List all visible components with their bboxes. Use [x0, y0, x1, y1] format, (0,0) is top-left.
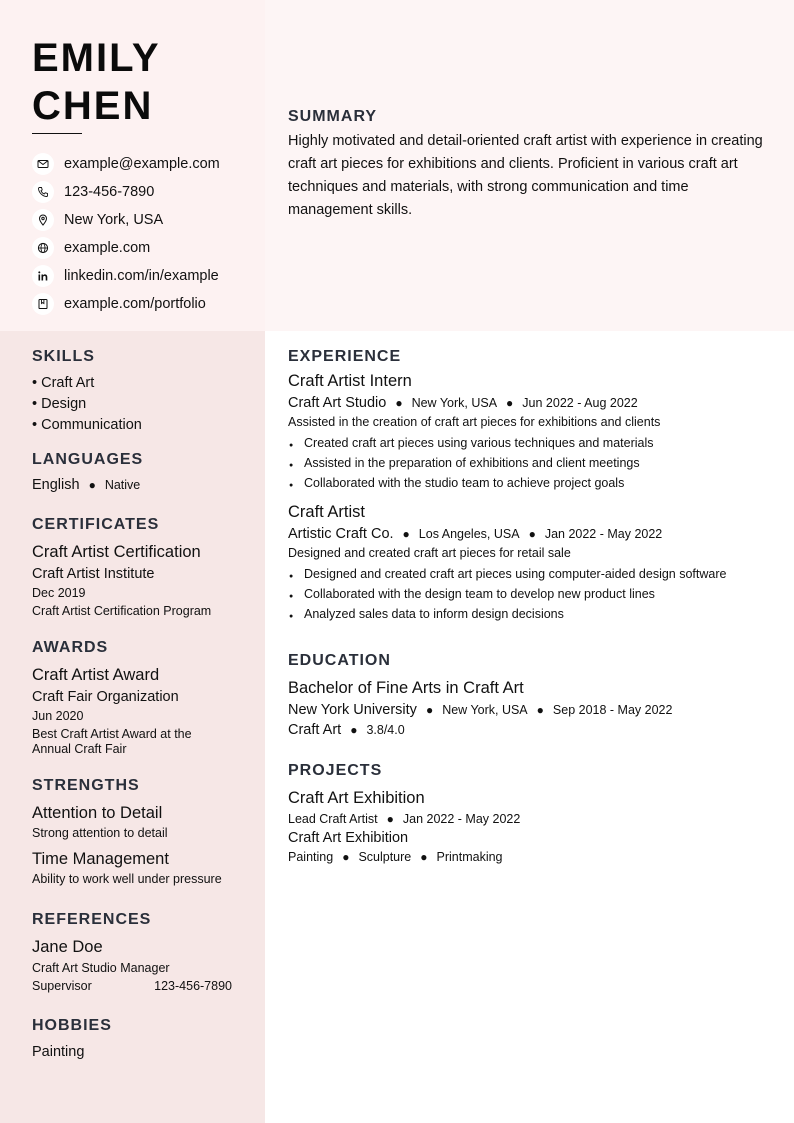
skill-item: • Design	[32, 396, 87, 412]
projects-title: PROJECTS	[288, 762, 383, 779]
experience-section	[288, 348, 768, 624]
awards-section	[32, 639, 247, 757]
education-location: New York, USA	[442, 703, 528, 717]
strength-name: Attention to Detail	[32, 804, 163, 822]
job-points	[288, 433, 768, 493]
reference-name: Jane Doe	[32, 938, 103, 956]
contact-text: 123-456-7890	[64, 184, 155, 200]
strength-description: Ability to work well under pressure	[32, 872, 222, 886]
projects-section	[288, 762, 768, 864]
summary-text: Highly motivated and detail-oriented craft artist with experience in creating craft art pieces for exhibitions and clients. Proficient in various craft art techniques and materials, with strong communication and time management skills.	[288, 133, 763, 218]
job-summary: Designed and created craft art pieces for retail sale	[288, 546, 571, 560]
certificate-name: Craft Artist Certification	[32, 543, 201, 561]
award-name: Craft Artist Award	[32, 666, 160, 684]
reference-phone: 123-456-7890	[154, 979, 232, 993]
job-point: ● Assisted in the preparation of exhibitions and client meetings	[288, 453, 768, 473]
job-location: New York, USA	[411, 396, 498, 410]
job-point: ● Designed and created craft art pieces using computer-aided design software	[288, 564, 768, 584]
reference-relation: Supervisor	[32, 979, 92, 993]
strength-name: Time Management	[32, 850, 169, 868]
skills-section	[32, 348, 247, 436]
contact-text: linkedin.com/in/example	[64, 268, 219, 284]
separator-dot: ●	[88, 478, 96, 492]
education-gpa: 3.8/4.0	[366, 723, 405, 737]
separator-dot: ●	[425, 703, 434, 717]
hobby-item: Painting	[32, 1044, 85, 1060]
separator-dot: ●	[402, 527, 410, 541]
language-level: Native	[104, 478, 141, 492]
job-point: ● Collaborated with the design team to develop new product lines	[288, 584, 768, 604]
education-field-row	[288, 722, 768, 738]
job-points	[288, 564, 768, 624]
strengths-section	[32, 777, 247, 886]
award-date: Jun 2020	[32, 709, 84, 723]
candidate-name	[32, 34, 161, 130]
job-meta	[288, 395, 768, 411]
contact-email[interactable]	[32, 150, 220, 178]
award-issuer: Craft Fair Organization	[32, 689, 179, 705]
certificates-section	[32, 516, 247, 618]
certificates-title: CERTIFICATES	[32, 516, 160, 533]
contact-website[interactable]	[32, 234, 220, 262]
job-title: Craft Artist Intern	[288, 372, 412, 390]
contact-linkedin[interactable]	[32, 262, 220, 290]
contact-text: example@example.com	[64, 156, 220, 172]
certificate-date: Dec 2019	[32, 586, 86, 600]
summary-section	[288, 108, 768, 222]
references-section	[32, 911, 247, 993]
skill-item: • Craft Art	[32, 375, 95, 391]
awards-title: AWARDS	[32, 639, 109, 656]
separator-dot: ●	[536, 703, 544, 717]
separator-dot: ●	[420, 850, 428, 864]
project-meta	[288, 812, 768, 826]
separator-dot: ●	[506, 396, 514, 410]
language-item	[32, 477, 247, 493]
name-divider	[32, 133, 82, 134]
linkedin-icon	[32, 265, 54, 287]
separator-dot: ●	[395, 396, 403, 410]
project-tag: Printmaking	[436, 850, 503, 864]
contact-phone[interactable]	[32, 178, 220, 206]
education-school: New York University	[288, 702, 417, 718]
award-description: Best Craft Artist Award at the Annual Craft Fair	[32, 727, 192, 756]
job-entry	[288, 503, 768, 624]
contact-text: New York, USA	[64, 212, 164, 228]
job-point: ● Created craft art pieces using various techniques and materials	[288, 433, 768, 453]
language-name: English	[32, 477, 80, 493]
project-dates: Jan 2022 - May 2022	[402, 812, 521, 826]
reference-role: Craft Art Studio Manager	[32, 961, 170, 975]
project-tags	[288, 850, 768, 864]
skill-item: • Communication	[32, 417, 142, 433]
languages-title: LANGUAGES	[32, 451, 144, 468]
location-pin-icon	[32, 209, 54, 231]
separator-dot: ●	[386, 812, 394, 826]
hobbies-section	[32, 1017, 247, 1060]
job-location: Los Angeles, USA	[418, 527, 520, 541]
globe-icon	[32, 237, 54, 259]
summary-title: SUMMARY	[288, 108, 378, 125]
contact-location	[32, 206, 220, 234]
skills-title: SKILLS	[32, 348, 95, 365]
project-tag: Painting	[288, 850, 334, 864]
project-tag: Sculpture	[358, 850, 412, 864]
job-dates: Jan 2022 - May 2022	[544, 527, 663, 541]
certificate-issuer: Craft Artist Institute	[32, 566, 155, 582]
contact-portfolio[interactable]	[32, 290, 220, 318]
separator-dot: ●	[342, 850, 350, 864]
portfolio-icon	[32, 293, 54, 315]
reference-contact-row	[32, 979, 232, 993]
job-dates: Jun 2022 - Aug 2022	[522, 396, 638, 410]
certificate-description: Craft Artist Certification Program	[32, 604, 212, 618]
job-meta	[288, 526, 768, 542]
separator-dot: ●	[350, 723, 358, 737]
project-name: Craft Art Exhibition	[288, 789, 425, 807]
contact-text: example.com/portfolio	[64, 296, 206, 312]
strength-description: Strong attention to detail	[32, 826, 168, 840]
phone-icon	[32, 181, 54, 203]
contact-list	[32, 150, 220, 318]
job-company: Craft Art Studio	[288, 395, 387, 411]
job-title: Craft Artist	[288, 503, 366, 521]
last-name: CHEN	[32, 84, 154, 128]
strengths-title: STRENGTHS	[32, 777, 140, 794]
project-role: Lead Craft Artist	[288, 812, 378, 826]
first-name: EMILY	[32, 36, 161, 80]
education-degree: Bachelor of Fine Arts in Craft Art	[288, 679, 524, 697]
job-point: ● Collaborated with the studio team to achieve project goals	[288, 473, 768, 493]
education-dates: Sep 2018 - May 2022	[552, 703, 673, 717]
education-section	[288, 652, 768, 738]
job-entry	[288, 372, 768, 493]
hobbies-title: HOBBIES	[32, 1017, 112, 1034]
education-meta	[288, 702, 768, 718]
education-field: Craft Art	[288, 722, 342, 738]
references-title: REFERENCES	[32, 911, 152, 928]
job-summary: Assisted in the creation of craft art pieces for exhibitions and clients	[288, 415, 661, 429]
education-title: EDUCATION	[288, 652, 391, 669]
separator-dot: ●	[528, 527, 536, 541]
experience-title: EXPERIENCE	[288, 348, 402, 365]
job-company: Artistic Craft Co.	[288, 526, 394, 542]
job-point: ● Analyzed sales data to inform design decisions	[288, 604, 768, 624]
envelope-icon	[32, 153, 54, 175]
contact-text: example.com	[64, 240, 151, 256]
project-subtitle: Craft Art Exhibition	[288, 830, 409, 846]
languages-section	[32, 451, 247, 493]
